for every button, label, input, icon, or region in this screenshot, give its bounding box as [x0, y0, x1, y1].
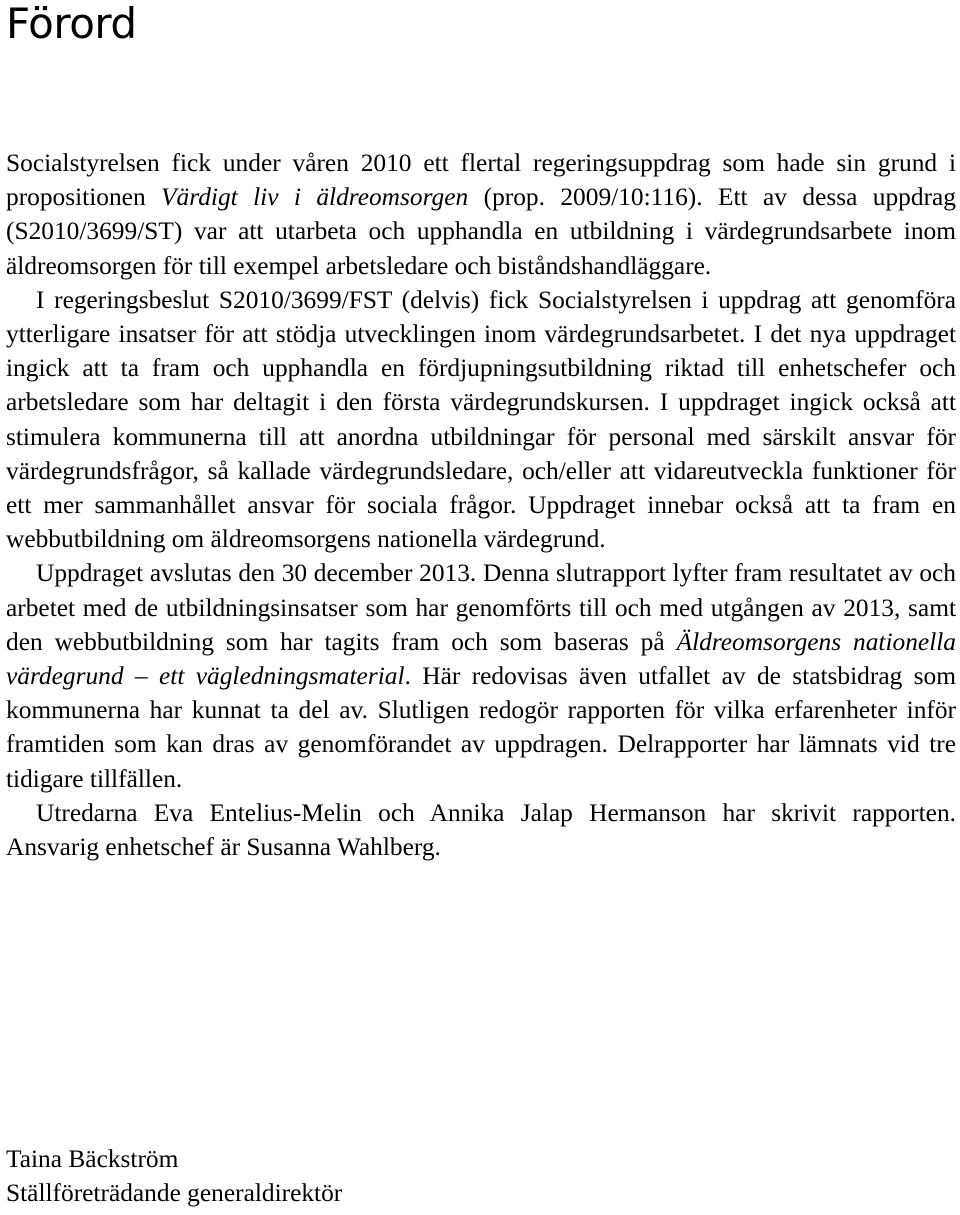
paragraph-3: [6, 556, 956, 795]
signatory-role: Ställföreträdande generaldirektör: [6, 1179, 343, 1207]
paragraph-3-text-a: Uppdraget avslutas den 30 december 2013. Denna slutrapport lyfter fram resultatet av och arbetet med de utbildningsinsatser som har genomförts till och med utgången av 2013, samt den webbutbildning som har tagits fram och som baseras på: [6, 559, 956, 656]
paragraph-1-text-a: Socialstyrelsen fick under våren 2010 ett flertal regeringsuppdrag som hade sin grund i propositionen: [6, 149, 956, 212]
paragraph-1-text-b: (prop. 2009/10:116). Ett av dessa uppdrag (S2010/3699/ST) var att utarbeta och upphandla en utbildning i värdegrundsarbete inom äldreomsorgen för till exempel arbetsledare och biståndshandläggare.: [6, 183, 956, 280]
paragraph-3-italic-title: Äldreomsorgens nationella värdegrund – ett vägledningsmaterial: [6, 627, 956, 691]
paragraph-2: I regeringsbeslut S2010/3699/FST (delvis) fick Socialstyrelsen i uppdrag att genomföra ytterligare insatser för att stödja utvecklingen inom värdegrundsarbetet. I det nya uppdraget ingick att ta fram och upphandla en fördjupningsutbildning riktad till enhetschefer och arbetsledare som har deltagit i den första värdegrundskursen. I uppdraget ingick också att stimulera kommunerna till att anordna utbildningar för personal med särskilt ansvar för värdegrundsfrågor, så kallade värdegrundsledare, och/eller att vidareutveckla funktioner för ett mer sammanhållet ansvar för sociala frågor. Uppdraget innebar också att ta fram en webbutbildning om äldreomsorgens nationella värdegrund.: [6, 285, 956, 554]
paragraph-1-italic-title: Värdigt liv i äldreomsorgen: [161, 183, 469, 212]
signature-block: [6, 1142, 342, 1210]
signatory-name: Taina Bäckström: [6, 1145, 179, 1173]
paragraph-3-text-b: . Här redovisas även utfallet av de statsbidrag som kommunerna har kunnat ta del av. Slutligen redogör rapporten för vilka erfarenheter inför framtiden som kan dras av genomförandet av uppdragen. Delrapporter har lämnats vid tre tidigare tillfällen.: [6, 662, 957, 793]
page-title: Förord: [6, 0, 137, 48]
paragraph-4: Utredarna Eva Entelius-Melin och Annika Jalap Hermanson har skrivit rapporten. Ansvarig enhetschef är Susanna Wahlberg.: [6, 798, 956, 862]
document-page: [6, 0, 956, 864]
paragraph-1: [6, 146, 956, 283]
